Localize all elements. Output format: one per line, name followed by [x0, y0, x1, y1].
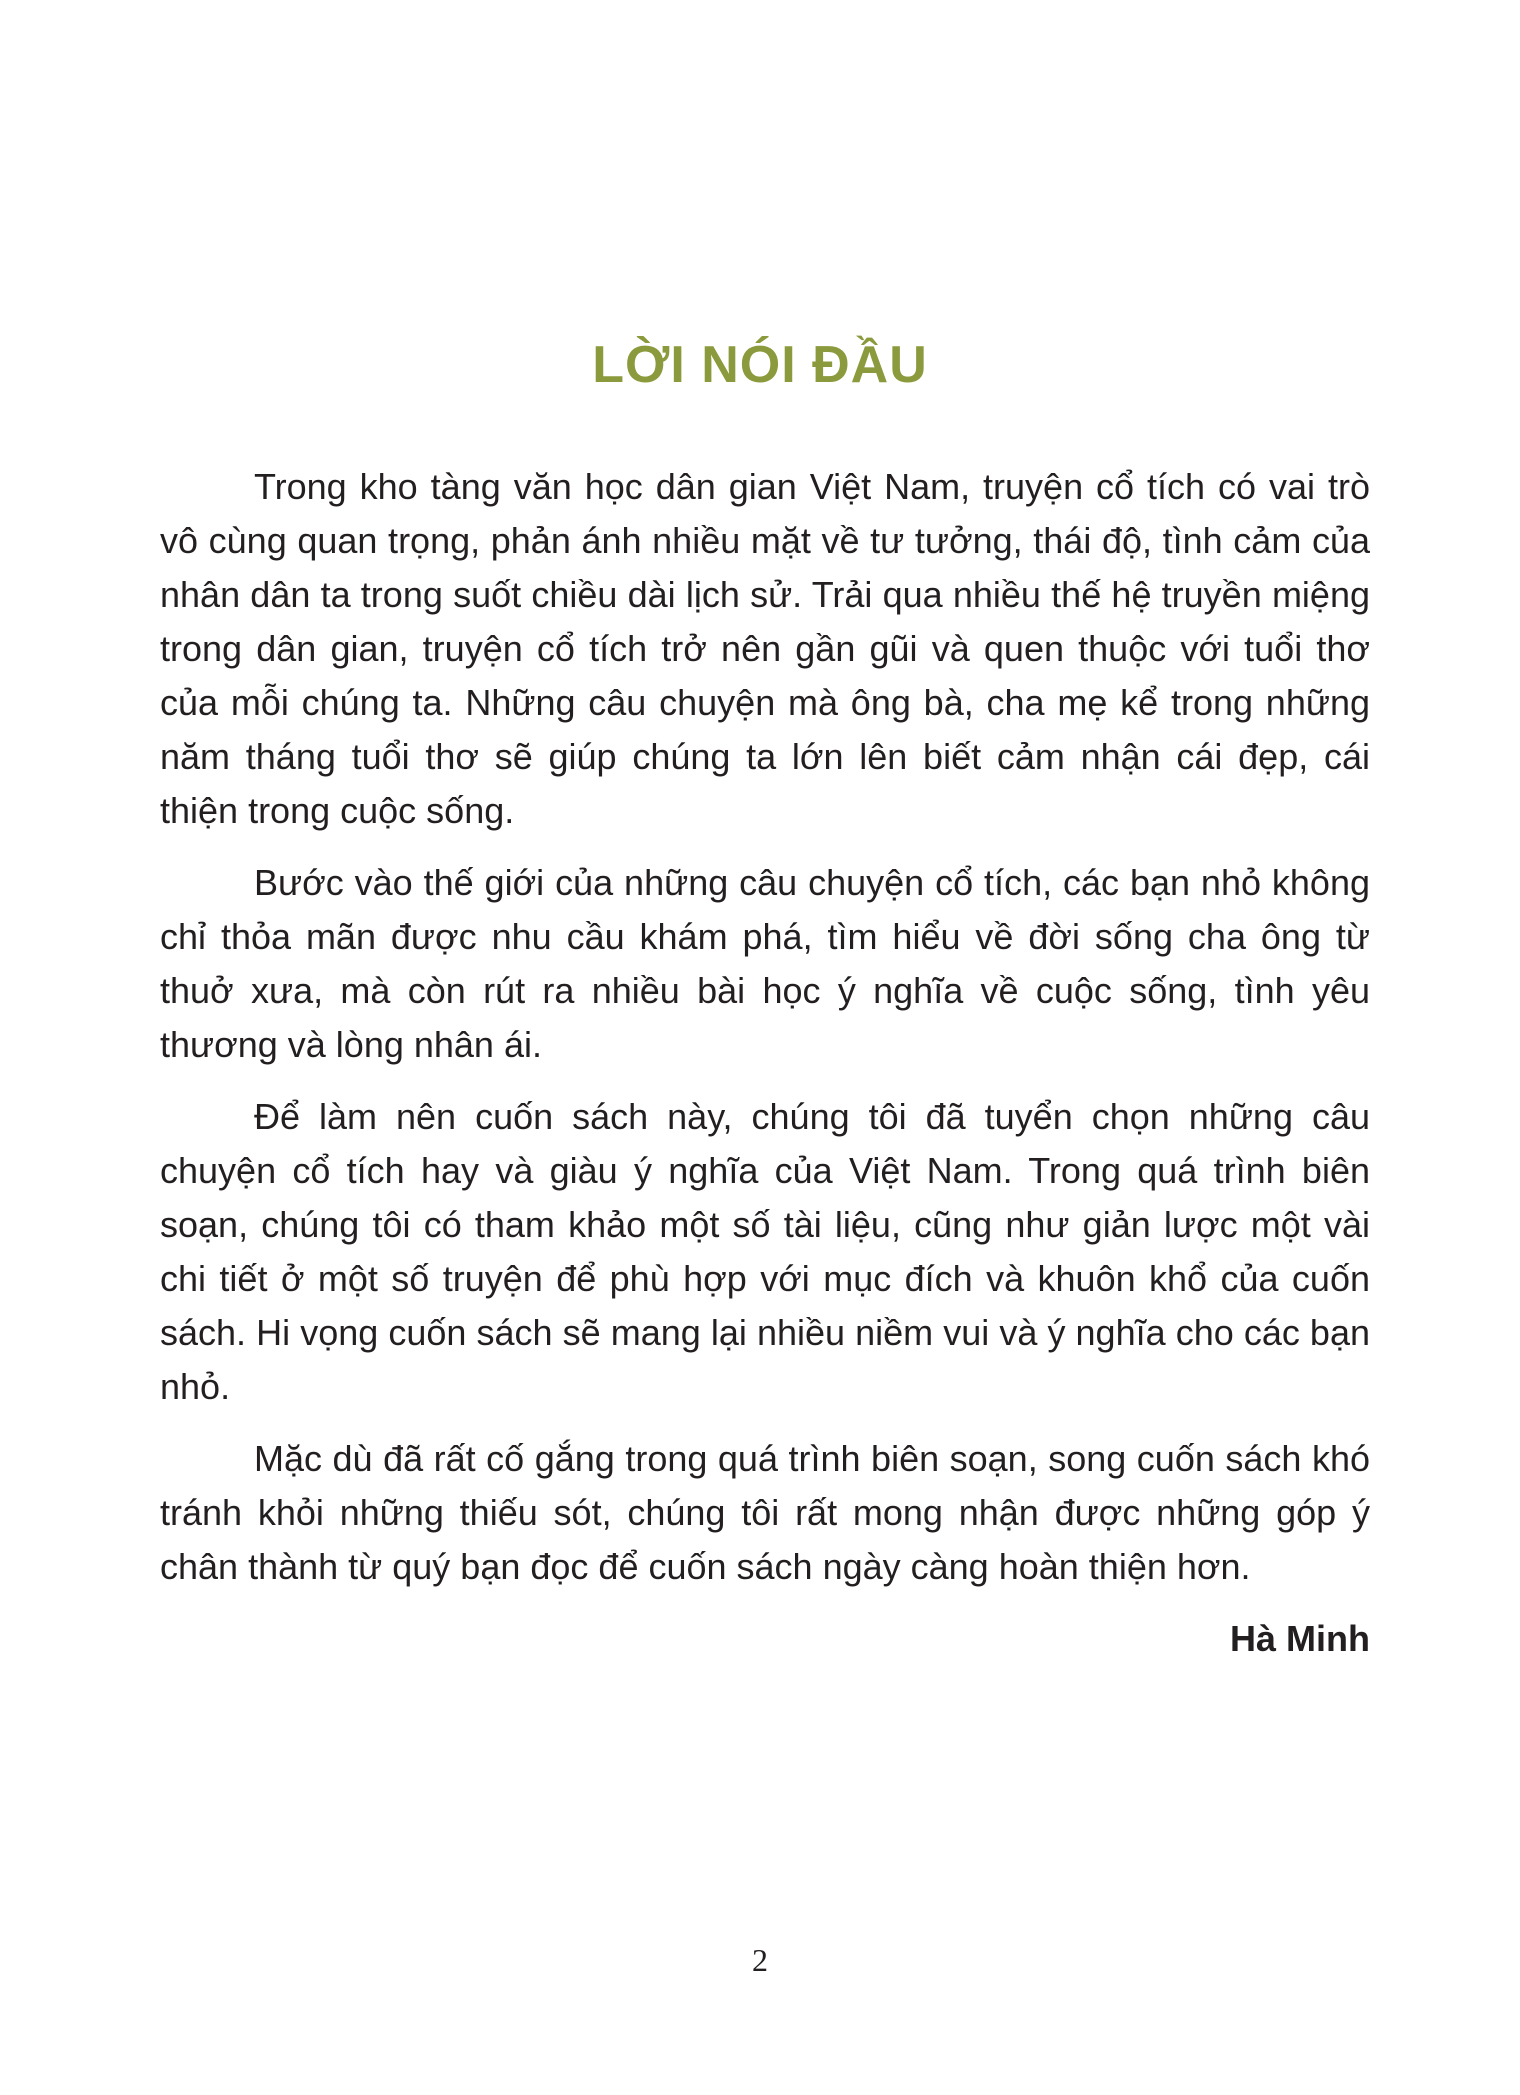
author-signature: Hà Minh — [1230, 1618, 1370, 1659]
page-title: LỜI NÓI ĐẦU — [592, 336, 928, 394]
paragraph-2: Bước vào thế giới của những câu chuyện cổ tích, các bạn nhỏ không chỉ thỏa mãn được nhu cầu khám phá, tìm hiểu về đời sống cha ông từ thuở xưa, mà còn rút ra nhiều bài học ý nghĩa về cuộc sống, tình yêu thương và lòng nhân ái. — [160, 862, 1370, 1065]
paragraph-3: Để làm nên cuốn sách này, chúng tôi đã tuyển chọn những câu chuyện cổ tích hay và giàu ý nghĩa của Việt Nam. Trong quá trình biên soạn, chúng tôi có tham khảo một số tài liệu, cũng như giản lược một vài chi tiết ở một số truyện để phù hợp với mục đích và khuôn khổ của cuốn sách. Hi vọng cuốn sách sẽ mang lại nhiều niềm vui và ý nghĩa cho các bạn nhỏ. — [160, 1096, 1370, 1407]
preface-body — [160, 460, 1370, 1684]
paragraph-1: Trong kho tàng văn học dân gian Việt Nam, truyện cổ tích có vai trò vô cùng quan trọng, phản ánh nhiều mặt về tư tưởng, thái độ, tình cảm của nhân dân ta trong suốt chiều dài lịch sử. Trải qua nhiều thế hệ truyền miệng trong dân gian, truyện cổ tích trở nên gần gũi và quen thuộc với tuổi thơ của mỗi chúng ta. Những câu chuyện mà ông bà, cha mẹ kể trong những năm tháng tuổi thơ sẽ giúp chúng ta lớn lên biết cảm nhận cái đẹp, cái thiện trong cuộc sống. — [160, 466, 1370, 831]
paragraph-4: Mặc dù đã rất cố gắng trong quá trình biên soạn, song cuốn sách khó tránh khỏi những thiếu sót, chúng tôi rất mong nhận được những góp ý chân thành từ quý bạn đọc để cuốn sách ngày càng hoàn thiện hơn. — [160, 1438, 1370, 1587]
page-number: 2 — [752, 1942, 768, 1978]
